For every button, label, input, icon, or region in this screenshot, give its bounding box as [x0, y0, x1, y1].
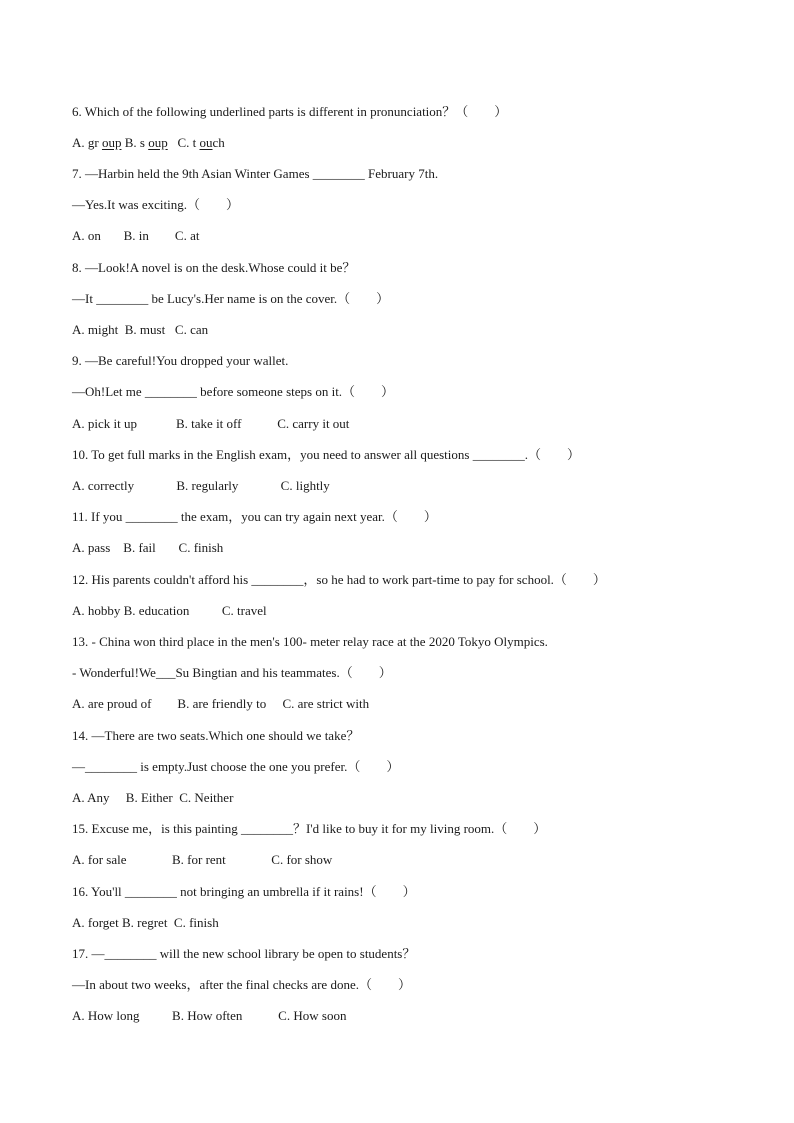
question-7-stem: 7. —Harbin held the 9th Asian Winter Games ________ February 7th. [72, 166, 439, 181]
question-16-stem: 16. You'll ________ not bringing an umbrella if it rains!（ ） [72, 884, 416, 899]
question-9-stem: 9. —Be careful!You dropped your wallet. [72, 353, 289, 368]
q6-option-a-underlined: oup [101, 135, 122, 150]
question-14-stem: 14. —There are two seats.Which one should we take？ [72, 728, 360, 743]
question-6-options [72, 135, 225, 151]
question-11-stem: 11. If you ________ the exam，you can try again next year.（ ） [72, 509, 437, 524]
question-9-reply: —Oh!Let me ________ before someone steps on it.（ ） [72, 384, 395, 399]
q6-option-c-prefix: C. t [167, 135, 200, 150]
question-8-reply: —It ________ be Lucy's.Her name is on the cover.（ ） [72, 291, 390, 306]
question-8-options: A. might B. must C. can [72, 322, 209, 337]
question-6-stem: 6. Which of the following underlined parts is different in pronunciation？（ ） [72, 104, 508, 119]
question-13-stem: 13. - China won third place in the men's 100- meter relay race at the 2020 Tokyo Olympics. [72, 634, 548, 649]
question-13-reply: - Wonderful!We___Su Bingtian and his teammates.（ ） [72, 665, 392, 680]
q6-option-b-prefix: B. s [121, 135, 149, 150]
question-8-stem: 8. —Look!A novel is on the desk.Whose could it be？ [72, 260, 356, 275]
question-14-reply: —________ is empty.Just choose the one you prefer.（ ） [72, 759, 400, 774]
question-17-reply: —In about two weeks，after the final checks are done.（ ） [72, 977, 411, 992]
question-12-stem: 12. His parents couldn't afford his ________，so he had to work part-time to pay for school.（ ） [72, 572, 606, 587]
question-17-options: A. How long B. How often C. How soon [72, 1008, 347, 1023]
question-9-options: A. pick it up B. take it off C. carry it out [72, 416, 350, 431]
question-15-stem: 15. Excuse me，is this painting ________？I'd like to buy it for my living room.（ ） [72, 821, 547, 836]
question-17-stem: 17. —________ will the new school library be open to students？ [72, 946, 416, 961]
q6-option-a-prefix: A. gr [72, 135, 102, 150]
q6-option-b-underlined: oup [148, 135, 168, 150]
question-14-options: A. Any B. Either C. Neither [72, 790, 234, 805]
question-11-options: A. pass B. fail C. finish [72, 540, 224, 555]
q6-option-c-underlined: ou [199, 135, 213, 150]
question-12-options: A. hobby B. education C. travel [72, 603, 267, 618]
question-7-reply: —Yes.It was exciting.（ ） [72, 197, 239, 212]
question-13-options: A. are proud of B. are friendly to C. are strict with [72, 696, 370, 711]
question-10-options: A. correctly B. regularly C. lightly [72, 478, 330, 493]
question-15-options: A. for sale B. for rent C. for show [72, 852, 333, 867]
question-16-options: A. forget B. regret C. finish [72, 915, 219, 930]
question-10-stem: 10. To get full marks in the English exam，you need to answer all questions ________.（ ） [72, 447, 580, 462]
question-7-options: A. on B. in C. at [72, 228, 200, 243]
q6-option-c-suffix: ch [212, 135, 225, 150]
